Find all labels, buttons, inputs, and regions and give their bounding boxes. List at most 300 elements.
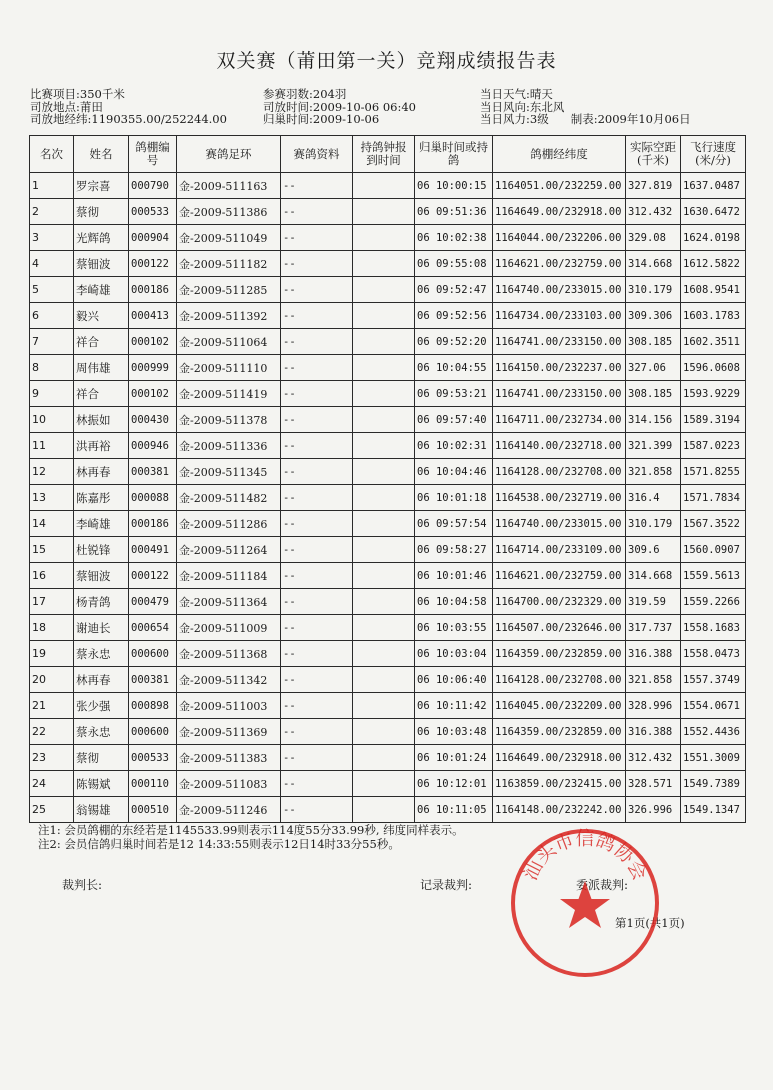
- page-title: 双关赛（莆田第一关）竞翔成绩报告表: [216, 50, 557, 72]
- footnote-1: 注1: 会员鸽棚的东经若是1145533.99则表示114度55分33.99秒, 纬度同样表示。: [38, 823, 464, 837]
- ring-cell: 金-2009-511368: [177, 641, 281, 667]
- name-cell: 蔡钿波: [74, 563, 129, 589]
- coord-cell: 1164714.00/233109.00: [493, 537, 626, 563]
- coord-cell: 1164621.00/232759.00: [493, 251, 626, 277]
- speed-cell: 1593.9229: [681, 381, 746, 407]
- arrival-time-cell: 06 09:57:54: [415, 511, 493, 537]
- release-place-label: 司放地点:: [30, 99, 80, 114]
- recording-judge-label: 记录裁判:: [420, 878, 473, 892]
- arrival-time-cell: 06 10:03:04: [415, 641, 493, 667]
- page-number: 第1页(共1页): [615, 916, 685, 930]
- table-row: [30, 225, 746, 251]
- loft-id-cell: 000491: [129, 537, 177, 563]
- table-row: [30, 199, 746, 225]
- arrival-time-cell: 06 09:55:08: [415, 251, 493, 277]
- ring-cell: 金-2009-511163: [177, 173, 281, 199]
- rank-cell: 6: [30, 303, 74, 329]
- clock-time-cell: [353, 667, 415, 693]
- ring-cell: 金-2009-511392: [177, 303, 281, 329]
- clock-time-cell: [353, 251, 415, 277]
- column-header: 持鸽钟报到时间: [353, 136, 415, 173]
- rank-cell: 10: [30, 407, 74, 433]
- name-cell: 翁锡雄: [74, 797, 129, 823]
- name-cell: 林振如: [74, 407, 129, 433]
- rank-cell: 5: [30, 277, 74, 303]
- clock-time-cell: [353, 485, 415, 511]
- coord-cell: 1164621.00/232759.00: [493, 563, 626, 589]
- distance-cell: 327.819: [626, 173, 681, 199]
- name-cell: 罗宗喜: [74, 173, 129, 199]
- coord-cell: 1164140.00/232718.00: [493, 433, 626, 459]
- table-row: [30, 303, 746, 329]
- coord-cell: 1164700.00/232329.00: [493, 589, 626, 615]
- official-seal-stamp: [505, 823, 665, 983]
- rank-cell: 16: [30, 563, 74, 589]
- speed-cell: 1551.3009: [681, 745, 746, 771]
- arrival-time-cell: 06 10:11:05: [415, 797, 493, 823]
- rank-cell: 1: [30, 173, 74, 199]
- event-label: 比赛项目:: [30, 87, 80, 101]
- loft-id-cell: 000186: [129, 511, 177, 537]
- loft-id-cell: 000102: [129, 381, 177, 407]
- wind-direction-value: 东北风: [529, 99, 565, 114]
- name-cell: 周伟雄: [74, 355, 129, 381]
- info-cell: --: [281, 329, 353, 355]
- distance-cell: 326.996: [626, 797, 681, 823]
- coord-cell: 1164741.00/233150.00: [493, 329, 626, 355]
- name-cell: 林再春: [74, 667, 129, 693]
- coord-cell: 1164740.00/233015.00: [493, 277, 626, 303]
- rank-cell: 15: [30, 537, 74, 563]
- rank-cell: 4: [30, 251, 74, 277]
- table-row: [30, 251, 746, 277]
- ring-cell: 金-2009-511182: [177, 251, 281, 277]
- column-header: 归巢时间或持鸽: [415, 136, 493, 173]
- coord-cell: 1163859.00/232415.00: [493, 771, 626, 797]
- clock-time-cell: [353, 173, 415, 199]
- arrival-time-cell: 06 09:57:40: [415, 407, 493, 433]
- loft-id-cell: 000946: [129, 433, 177, 459]
- clock-time-cell: [353, 355, 415, 381]
- return-time-value: 2009-10-06: [312, 112, 380, 126]
- made-date-value: 2009年10月06日: [597, 112, 691, 126]
- arrival-time-cell: 06 10:02:31: [415, 433, 493, 459]
- wind-force-label: 当日风力:: [480, 112, 530, 126]
- column-header: 名次: [30, 136, 74, 173]
- coord-cell: 1164359.00/232859.00: [493, 641, 626, 667]
- distance-cell: 317.737: [626, 615, 681, 641]
- table-row: [30, 797, 746, 823]
- distance-cell: 327.06: [626, 355, 681, 381]
- coord-cell: 1164649.00/232918.00: [493, 745, 626, 771]
- speed-cell: 1559.2266: [681, 589, 746, 615]
- coord-cell: 1164148.00/232242.00: [493, 797, 626, 823]
- name-cell: 蔡永忠: [74, 641, 129, 667]
- name-cell: 林再春: [74, 459, 129, 485]
- name-cell: 蔡钿波: [74, 251, 129, 277]
- loft-id-cell: 000479: [129, 589, 177, 615]
- coord-cell: 1164740.00/233015.00: [493, 511, 626, 537]
- weather-label: 当日天气:: [480, 87, 530, 101]
- ring-cell: 金-2009-511342: [177, 667, 281, 693]
- speed-cell: 1637.0487: [681, 173, 746, 199]
- arrival-time-cell: 06 10:01:24: [415, 745, 493, 771]
- arrival-time-cell: 06 09:53:21: [415, 381, 493, 407]
- table-row: [30, 719, 746, 745]
- distance-cell: 308.185: [626, 329, 681, 355]
- name-cell: 张少强: [74, 693, 129, 719]
- ring-cell: 金-2009-511419: [177, 381, 281, 407]
- rank-cell: 25: [30, 797, 74, 823]
- loft-id-cell: 000898: [129, 693, 177, 719]
- rank-cell: 8: [30, 355, 74, 381]
- table-row: [30, 537, 746, 563]
- loft-id-cell: 000122: [129, 563, 177, 589]
- info-cell: --: [281, 745, 353, 771]
- coord-cell: 1164741.00/233150.00: [493, 381, 626, 407]
- table-row: [30, 381, 746, 407]
- column-header: 赛鸽足环: [177, 136, 281, 173]
- column-header: 实际空距(千米): [626, 136, 681, 173]
- coord-cell: 1164044.00/232206.00: [493, 225, 626, 251]
- results-table: [29, 135, 746, 823]
- weather-value: 晴天: [529, 87, 553, 101]
- speed-cell: 1559.5613: [681, 563, 746, 589]
- clock-time-cell: [353, 433, 415, 459]
- table-header: [30, 136, 746, 173]
- distance-cell: 310.179: [626, 277, 681, 303]
- coord-cell: 1164507.00/232646.00: [493, 615, 626, 641]
- clock-time-cell: [353, 381, 415, 407]
- loft-id-cell: 000430: [129, 407, 177, 433]
- rank-cell: 2: [30, 199, 74, 225]
- info-cell: --: [281, 719, 353, 745]
- loft-id-cell: 000999: [129, 355, 177, 381]
- clock-time-cell: [353, 303, 415, 329]
- seal-text: 汕头市信鸽协会: [519, 827, 651, 884]
- name-cell: 光辉鸽: [74, 225, 129, 251]
- distance-cell: 312.432: [626, 199, 681, 225]
- loft-id-cell: 000790: [129, 173, 177, 199]
- arrival-time-cell: 06 10:03:48: [415, 719, 493, 745]
- loft-id-cell: 000110: [129, 771, 177, 797]
- arrival-time-cell: 06 10:01:18: [415, 485, 493, 511]
- info-cell: --: [281, 381, 353, 407]
- loft-id-cell: 000510: [129, 797, 177, 823]
- rank-cell: 14: [30, 511, 74, 537]
- info-cell: --: [281, 667, 353, 693]
- table-row: [30, 693, 746, 719]
- info-cell: --: [281, 511, 353, 537]
- clock-time-cell: [353, 277, 415, 303]
- coord-cell: 1164051.00/232259.00: [493, 173, 626, 199]
- arrival-time-cell: 06 10:12:01: [415, 771, 493, 797]
- name-cell: 蔡彻: [74, 745, 129, 771]
- table-row: [30, 615, 746, 641]
- info-cell: --: [281, 173, 353, 199]
- distance-cell: 309.6: [626, 537, 681, 563]
- distance-cell: 309.306: [626, 303, 681, 329]
- arrival-time-cell: 06 10:03:55: [415, 615, 493, 641]
- rank-cell: 20: [30, 667, 74, 693]
- clock-time-cell: [353, 745, 415, 771]
- info-cell: --: [281, 563, 353, 589]
- coord-cell: 1164538.00/232719.00: [493, 485, 626, 511]
- table-body: [30, 173, 746, 823]
- rank-cell: 23: [30, 745, 74, 771]
- info-cell: --: [281, 433, 353, 459]
- speed-cell: 1602.3511: [681, 329, 746, 355]
- info-cell: --: [281, 225, 353, 251]
- info-cell: --: [281, 407, 353, 433]
- speed-cell: 1587.0223: [681, 433, 746, 459]
- table-row: [30, 745, 746, 771]
- arrival-time-cell: 06 10:06:40: [415, 667, 493, 693]
- distance-cell: 321.858: [626, 667, 681, 693]
- made-date-label: 制表:: [570, 112, 598, 126]
- coord-cell: 1164128.00/232708.00: [493, 667, 626, 693]
- distance-cell: 316.388: [626, 641, 681, 667]
- info-cell: --: [281, 771, 353, 797]
- name-cell: 李崎雄: [74, 511, 129, 537]
- name-cell: 杨青鸽: [74, 589, 129, 615]
- arrival-time-cell: 06 09:52:47: [415, 277, 493, 303]
- ring-cell: 金-2009-511246: [177, 797, 281, 823]
- rank-cell: 18: [30, 615, 74, 641]
- arrival-time-cell: 06 09:52:56: [415, 303, 493, 329]
- distance-cell: 316.388: [626, 719, 681, 745]
- distance-cell: 321.858: [626, 459, 681, 485]
- ring-cell: 金-2009-511482: [177, 485, 281, 511]
- info-cell: --: [281, 589, 353, 615]
- arrival-time-cell: 06 10:01:46: [415, 563, 493, 589]
- loft-id-cell: 000904: [129, 225, 177, 251]
- speed-cell: 1557.3749: [681, 667, 746, 693]
- entries-value: 204羽: [312, 87, 347, 101]
- clock-time-cell: [353, 797, 415, 823]
- rank-cell: 22: [30, 719, 74, 745]
- ring-cell: 金-2009-511003: [177, 693, 281, 719]
- speed-cell: 1571.8255: [681, 459, 746, 485]
- loft-id-cell: 000088: [129, 485, 177, 511]
- clock-time-cell: [353, 589, 415, 615]
- ring-cell: 金-2009-511285: [177, 277, 281, 303]
- ring-cell: 金-2009-511009: [177, 615, 281, 641]
- loft-id-cell: 000654: [129, 615, 177, 641]
- arrival-time-cell: 06 10:04:46: [415, 459, 493, 485]
- speed-cell: 1589.3194: [681, 407, 746, 433]
- arrival-time-cell: 06 09:51:36: [415, 199, 493, 225]
- dispatched-judge-label: 委派裁判:: [576, 878, 629, 892]
- loft-id-cell: 000600: [129, 719, 177, 745]
- column-header: 姓名: [74, 136, 129, 173]
- ring-cell: 金-2009-511049: [177, 225, 281, 251]
- speed-cell: 1612.5822: [681, 251, 746, 277]
- name-cell: 祥合: [74, 329, 129, 355]
- coord-cell: 1164128.00/232708.00: [493, 459, 626, 485]
- speed-cell: 1558.0473: [681, 641, 746, 667]
- ring-cell: 金-2009-511184: [177, 563, 281, 589]
- loft-id-cell: 000381: [129, 459, 177, 485]
- table-row: [30, 667, 746, 693]
- distance-cell: 312.432: [626, 745, 681, 771]
- rank-cell: 12: [30, 459, 74, 485]
- coord-cell: 1164045.00/232209.00: [493, 693, 626, 719]
- info-cell: --: [281, 355, 353, 381]
- info-cell: --: [281, 485, 353, 511]
- speed-cell: 1558.1683: [681, 615, 746, 641]
- info-cell: --: [281, 615, 353, 641]
- loft-id-cell: 000381: [129, 667, 177, 693]
- ring-cell: 金-2009-511369: [177, 719, 281, 745]
- name-cell: 杜锐锋: [74, 537, 129, 563]
- name-cell: 蔡永忠: [74, 719, 129, 745]
- ring-cell: 金-2009-511286: [177, 511, 281, 537]
- ring-cell: 金-2009-511378: [177, 407, 281, 433]
- ring-cell: 金-2009-511364: [177, 589, 281, 615]
- speed-cell: 1549.7389: [681, 771, 746, 797]
- name-cell: 毅兴: [74, 303, 129, 329]
- clock-time-cell: [353, 771, 415, 797]
- ring-cell: 金-2009-511386: [177, 199, 281, 225]
- clock-time-cell: [353, 329, 415, 355]
- release-time-label: 司放时间:: [263, 99, 313, 114]
- clock-time-cell: [353, 537, 415, 563]
- column-header: 赛鸽资料: [281, 136, 353, 173]
- table-row: [30, 459, 746, 485]
- speed-cell: 1554.0671: [681, 693, 746, 719]
- release-place-value: 莆田: [79, 99, 103, 114]
- table-row: [30, 173, 746, 199]
- ring-cell: 金-2009-511064: [177, 329, 281, 355]
- rank-cell: 17: [30, 589, 74, 615]
- name-cell: 陈锡斌: [74, 771, 129, 797]
- ring-cell: 金-2009-511264: [177, 537, 281, 563]
- arrival-time-cell: 06 10:04:58: [415, 589, 493, 615]
- arrival-time-cell: 06 09:52:20: [415, 329, 493, 355]
- name-cell: 李崎雄: [74, 277, 129, 303]
- footnotes: [38, 823, 464, 851]
- info-cell: --: [281, 537, 353, 563]
- coord-cell: 1164734.00/233103.00: [493, 303, 626, 329]
- rank-cell: 3: [30, 225, 74, 251]
- info-cell: --: [281, 459, 353, 485]
- table-row: [30, 771, 746, 797]
- race-info: [30, 88, 750, 126]
- clock-time-cell: [353, 641, 415, 667]
- column-header: 飞行速度(米/分): [681, 136, 746, 173]
- rank-cell: 7: [30, 329, 74, 355]
- coord-cell: 1164711.00/232734.00: [493, 407, 626, 433]
- distance-cell: 328.996: [626, 693, 681, 719]
- ring-cell: 金-2009-511336: [177, 433, 281, 459]
- distance-cell: 314.668: [626, 251, 681, 277]
- distance-cell: 328.571: [626, 771, 681, 797]
- speed-cell: 1603.1783: [681, 303, 746, 329]
- column-header: 鸽棚编号: [129, 136, 177, 173]
- ring-cell: 金-2009-511110: [177, 355, 281, 381]
- speed-cell: 1560.0907: [681, 537, 746, 563]
- distance-cell: 314.156: [626, 407, 681, 433]
- distance-cell: 314.668: [626, 563, 681, 589]
- speed-cell: 1552.4436: [681, 719, 746, 745]
- rank-cell: 13: [30, 485, 74, 511]
- clock-time-cell: [353, 563, 415, 589]
- clock-time-cell: [353, 719, 415, 745]
- table-row: [30, 563, 746, 589]
- name-cell: 陈嘉彤: [74, 485, 129, 511]
- name-cell: 谢迪长: [74, 615, 129, 641]
- speed-cell: 1624.0198: [681, 225, 746, 251]
- name-cell: 祥合: [74, 381, 129, 407]
- event-value: 350千米: [79, 87, 125, 101]
- info-cell: --: [281, 693, 353, 719]
- table-row: [30, 433, 746, 459]
- table-row: [30, 485, 746, 511]
- column-header: 鸽棚经纬度: [493, 136, 626, 173]
- table-row: [30, 277, 746, 303]
- table-row: [30, 355, 746, 381]
- rank-cell: 9: [30, 381, 74, 407]
- arrival-time-cell: 06 10:04:55: [415, 355, 493, 381]
- speed-cell: 1596.0608: [681, 355, 746, 381]
- header-row: [30, 136, 746, 173]
- distance-cell: 308.185: [626, 381, 681, 407]
- wind-direction-label: 当日风向:: [480, 99, 530, 114]
- coord-cell: 1164150.00/232237.00: [493, 355, 626, 381]
- rank-cell: 19: [30, 641, 74, 667]
- ring-cell: 金-2009-511345: [177, 459, 281, 485]
- seal-star-icon: [560, 881, 610, 928]
- clock-time-cell: [353, 693, 415, 719]
- distance-cell: 329.08: [626, 225, 681, 251]
- distance-cell: 319.59: [626, 589, 681, 615]
- loft-id-cell: 000413: [129, 303, 177, 329]
- speed-cell: 1567.3522: [681, 511, 746, 537]
- clock-time-cell: [353, 511, 415, 537]
- clock-time-cell: [353, 225, 415, 251]
- loft-id-cell: 000600: [129, 641, 177, 667]
- name-cell: 蔡彻: [74, 199, 129, 225]
- release-coord-label: 司放地经纬:: [30, 112, 92, 126]
- loft-id-cell: 000122: [129, 251, 177, 277]
- return-time-label: 归巢时间:: [263, 112, 313, 126]
- info-cell: --: [281, 277, 353, 303]
- table-row: [30, 407, 746, 433]
- footnote-2: 注2: 会员信鸽归巢时间若是12 14:33:55则表示12日14时33分55秒。: [38, 837, 400, 851]
- distance-cell: 310.179: [626, 511, 681, 537]
- entries-label: 参赛羽数:: [263, 87, 313, 101]
- release-time-value: 2009-10-06 06:40: [312, 99, 416, 114]
- loft-id-cell: 000533: [129, 199, 177, 225]
- loft-id-cell: 000186: [129, 277, 177, 303]
- arrival-time-cell: 06 09:58:27: [415, 537, 493, 563]
- info-cell: --: [281, 251, 353, 277]
- clock-time-cell: [353, 615, 415, 641]
- clock-time-cell: [353, 459, 415, 485]
- loft-id-cell: 000102: [129, 329, 177, 355]
- rank-cell: 21: [30, 693, 74, 719]
- info-cell: --: [281, 199, 353, 225]
- distance-cell: 321.399: [626, 433, 681, 459]
- coord-cell: 1164649.00/232918.00: [493, 199, 626, 225]
- ring-cell: 金-2009-511083: [177, 771, 281, 797]
- table-row: [30, 329, 746, 355]
- coord-cell: 1164359.00/232859.00: [493, 719, 626, 745]
- speed-cell: 1608.9541: [681, 277, 746, 303]
- info-cell: --: [281, 641, 353, 667]
- wind-force-value: 3级: [529, 112, 549, 126]
